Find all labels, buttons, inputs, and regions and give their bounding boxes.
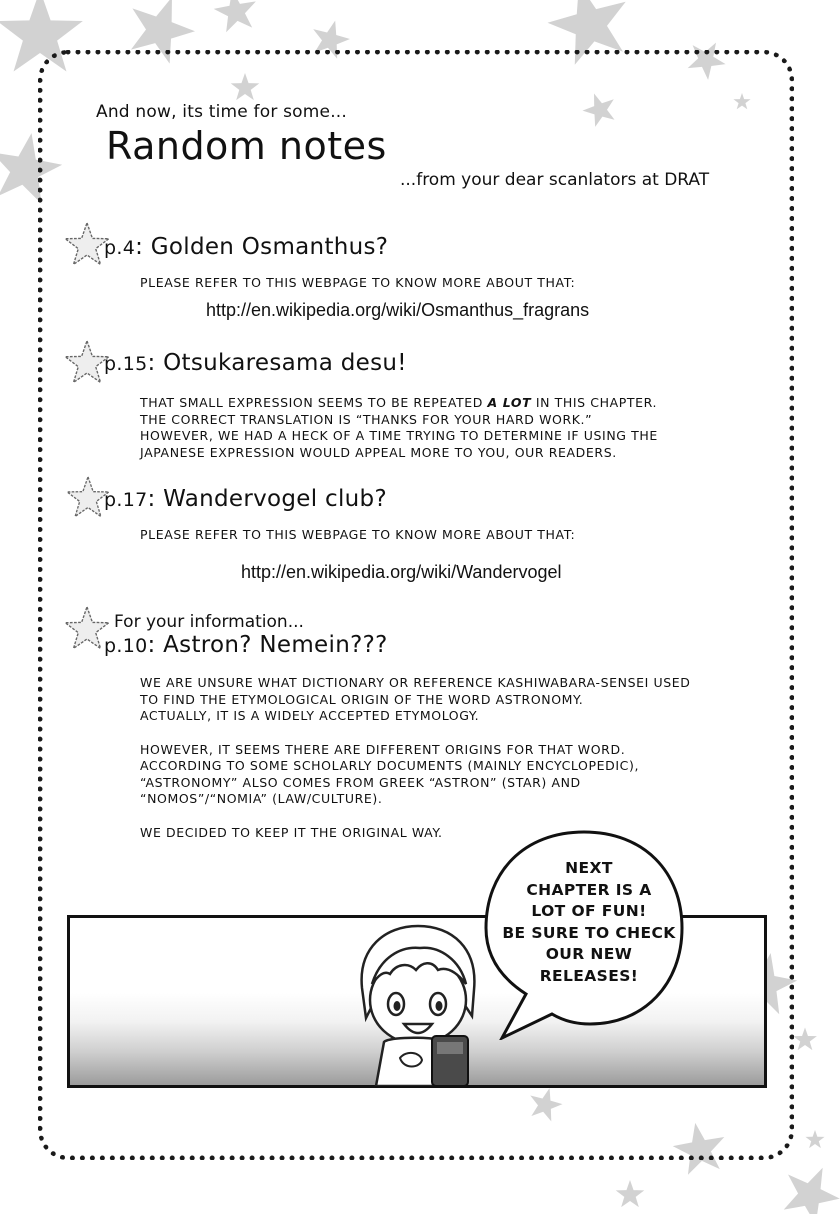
- bubble-line: BE SURE TO CHECK: [502, 923, 676, 942]
- note-url[interactable]: http://en.wikipedia.org/wiki/Osmanthus_fragrans: [206, 300, 590, 320]
- bubble-line: NEXT: [565, 859, 613, 877]
- bubble-line: LOT OF FUN!: [531, 902, 647, 920]
- note-line: TO FIND THE ETYMOLOGICAL ORIGIN OF THE WORD ASTRONOMY.: [140, 691, 584, 707]
- note-line: WE DECIDED TO KEEP IT THE ORIGINAL WAY.: [140, 824, 443, 840]
- note-line: HOWEVER, WE HAD A HECK OF A TIME TRYING TO DETERMINE IF USING THE: [140, 428, 658, 443]
- bubble-text: [484, 858, 694, 987]
- bg-star: [774, 1156, 840, 1214]
- bg-star: [211, 0, 260, 34]
- note-body: [140, 395, 658, 461]
- note-line-text: IN THIS CHAPTER.: [531, 395, 658, 410]
- note-page: p.4: [104, 237, 136, 259]
- note-title: : Astron? Nemein???: [147, 632, 388, 658]
- note-body: [140, 527, 575, 544]
- signoff-text: ...from your dear scanlators at DRAT: [400, 170, 710, 190]
- note-intro: For your information...: [114, 612, 304, 632]
- note-line: ACTUALLY, IT IS A WIDELY ACCEPTED ETYMOLOGY.: [140, 708, 480, 723]
- note-page: p.15: [104, 353, 148, 375]
- page-title: Random notes: [106, 124, 387, 168]
- bg-star: [793, 1028, 817, 1051]
- bubble-line: OUR NEW: [545, 945, 633, 963]
- note-line: “NOMOS”/“NOMIA” (LAW/CULTURE).: [140, 791, 383, 806]
- note-heading: [104, 632, 388, 658]
- note-page: p.10: [104, 635, 148, 657]
- note-body: [140, 675, 690, 841]
- note-line: HOWEVER, IT SEEMS THERE ARE DIFFERENT ORIGINS FOR THAT WORD.: [140, 741, 626, 757]
- note-line: [140, 395, 658, 412]
- note-emphasis: A LOT: [487, 395, 532, 410]
- bubble-line: RELEASES!: [539, 966, 639, 985]
- paragraph-gap: [140, 725, 690, 742]
- note-line: WE ARE UNSURE WHAT DICTIONARY OR REFERENCE KASHIWABARA-SENSEI USED: [140, 675, 691, 690]
- note-title: : Wandervogel club?: [147, 486, 387, 512]
- note-page: p.17: [104, 489, 148, 511]
- note-body: [140, 275, 575, 292]
- note-line: JAPANESE EXPRESSION WOULD APPEAL MORE TO YOU, OUR READERS.: [140, 444, 617, 460]
- intro-text: And now, its time for some...: [96, 102, 348, 122]
- paragraph-gap: [140, 808, 690, 825]
- note-title: : Otsukaresama desu!: [147, 350, 407, 376]
- note-line: PLEASE REFER TO THIS WEBPAGE TO KNOW MORE ABOUT THAT:: [140, 527, 576, 542]
- bubble-line: CHAPTER IS A: [526, 880, 652, 899]
- girl-illustration: [340, 918, 500, 1086]
- note-line: THE CORRECT TRANSLATION IS “THANKS FOR YOUR HARD WORK.”: [140, 411, 593, 427]
- note-line-text: THAT SMALL EXPRESSION SEEMS TO BE REPEATED: [140, 395, 488, 410]
- bg-star: [805, 1130, 824, 1148]
- note-line: “ASTRONOMY” ALSO COMES FROM GREEK “ASTRON” (STAR) AND: [140, 774, 581, 790]
- note-heading: [104, 234, 388, 260]
- note-url[interactable]: http://en.wikipedia.org/wiki/Wandervogel: [241, 562, 562, 582]
- bg-star: [616, 1180, 645, 1207]
- note-heading: [104, 486, 387, 512]
- note-line: PLEASE REFER TO THIS WEBPAGE TO KNOW MORE ABOUT THAT:: [140, 275, 576, 290]
- note-title: : Golden Osmanthus?: [135, 234, 389, 260]
- note-line: ACCORDING TO SOME SCHOLARLY DOCUMENTS (MAINLY ENCYCLOPEDIC),: [140, 758, 640, 773]
- note-heading: [104, 350, 407, 376]
